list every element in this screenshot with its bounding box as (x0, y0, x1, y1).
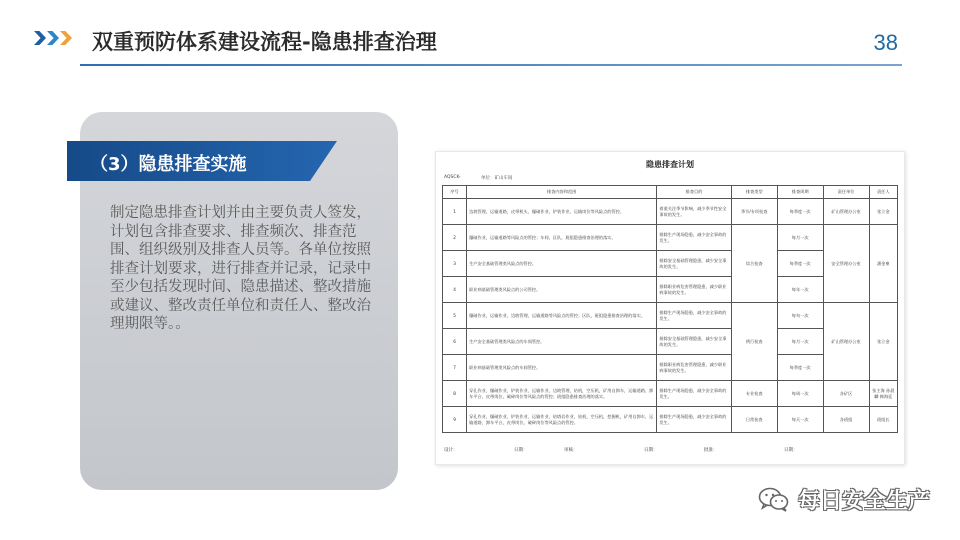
table-row (443, 381, 898, 407)
cell-content: 爆破作业，运输道路等风险点的管控；车间，区队，班组隐患排查治理的落实。 (467, 225, 657, 251)
title-main: 双重预防体系建设流程 (92, 30, 302, 54)
column-header: 序号 (443, 186, 467, 199)
cell-unit: 各矿区 (823, 381, 869, 407)
cell-person: 张立金 (869, 199, 897, 225)
cell-content: 生产安全基础管理类风险点的车间管控。 (467, 329, 657, 355)
column-header: 排查目的 (657, 186, 731, 199)
column-header: 排查类型 (731, 186, 777, 199)
cell-purpose: 排除职业病危害管理隐患，减少职业病事故的发生。 (657, 355, 731, 381)
cell-person: 潘金柬 (869, 225, 897, 303)
cell-type: 日常检查 (731, 407, 777, 433)
document-unit: 单位：矿山车间 (481, 176, 513, 181)
wechat-icon (758, 487, 790, 513)
cell-type: 专业检查 (731, 381, 777, 407)
cell-no: 3 (443, 251, 467, 277)
page-number: 38 (873, 30, 898, 55)
title-sub: 隐患排查治理 (310, 30, 437, 54)
cell-no: 9 (443, 407, 467, 433)
cell-content: 职业病基础管理类风险点的公司管控。 (467, 277, 657, 303)
document-code: AQSCK- (444, 175, 461, 180)
document-footer (444, 447, 900, 453)
cell-cycle: 每年一次 (777, 277, 823, 303)
cell-type: 季节/专项检查 (731, 199, 777, 225)
cell-purpose: 排除职业病危害管理隐患，减少职业病事故的发生。 (657, 277, 731, 303)
column-header: 排查周期 (777, 186, 823, 199)
cell-unit: 各班组 (823, 407, 869, 433)
footer-date-label: 日期： (514, 448, 528, 453)
cell-purpose: 排除生产现场隐患，减少安全事故的发生。 (657, 303, 731, 329)
chevron-arrows-icon (34, 31, 73, 45)
footer-review-label: 审核： (564, 448, 578, 453)
cell-no: 8 (443, 381, 467, 407)
cell-unit: 矿山管理办公室 (823, 303, 869, 381)
document-image (435, 151, 905, 465)
cell-purpose: 着重关注季节影响，减少季节性安全事故的发生。 (657, 199, 731, 225)
cell-purpose: 排除安全基础管理隐患，减少安全事故的发生。 (657, 251, 731, 277)
cell-cycle: 每季度一次 (777, 199, 823, 225)
cell-no: 6 (443, 329, 467, 355)
title-separator: - (302, 30, 311, 54)
footer-approve-label: 批准： (704, 448, 718, 453)
cell-purpose: 排除安全基础管理隐患，减少安全事故的发生。 (657, 329, 731, 355)
section-body: 制定隐患排查计划并由主要负责人签发，计划包含排查要求、排查频次、排查范围、组织级别及排查人员等。各单位按照排查计划要求，进行排查并记录，记录中至少包括发现时间、隐患描述、整改措施或建议、整改责任单位和责任人、整改治理期限等。。 (110, 205, 371, 332)
cell-content: 穿孔作业，爆破作业，铲装作业，运输作业，边坡管理，钻机，空压机，矿用自卸车，运输道路，卸车平台，皮带岗位，破碎岗位等风险点的管控；班组隐患排查治理的落实。 (467, 381, 657, 407)
table-row (443, 225, 898, 251)
column-header: 责任人 (869, 186, 897, 199)
cell-cycle: 每季度一次 (777, 355, 823, 381)
watermark (758, 484, 930, 515)
cell-person: 张立金 (869, 303, 897, 381)
slide-title (92, 26, 437, 56)
column-header: 排查内容和范围 (467, 186, 657, 199)
cell-cycle: 每周一次 (777, 381, 823, 407)
table-row (443, 199, 898, 225)
header-divider (80, 64, 902, 66)
cell-no: 7 (443, 355, 467, 381)
slide-header (0, 0, 960, 70)
cell-cycle: 每季度一次 (777, 251, 823, 277)
cell-cycle: 每旬一次 (777, 303, 823, 329)
footer-date-label: 日期： (644, 448, 658, 453)
footer-design-label: 设计： (444, 448, 458, 453)
cell-content: 穿孔作业，爆破作业，铲装作业，运输作业，钻塔岩作业，钻机，空压机，挖掘机，矿用自卸车，运输道路，卸车平台，皮带岗位，破碎岗位等风险点的管控。 (467, 407, 657, 433)
cell-content: 边坡管理，运输道路，皮带机头，爆破作业，铲装作业，运输岗位等风险点的管控。 (467, 199, 657, 225)
cell-cycle: 每月一次 (777, 329, 823, 355)
section-heading: （3）隐患排查实施 (90, 154, 247, 175)
cell-type: 综合检查 (731, 225, 777, 303)
column-header: 责任单位 (823, 186, 869, 199)
inspection-plan-table (442, 185, 898, 433)
cell-cycle: 每天一次 (777, 407, 823, 433)
cell-no: 1 (443, 199, 467, 225)
cell-purpose: 排除生产现场隐患，减少安全事故的发生。 (657, 407, 731, 433)
cell-purpose: 排除生产现场隐患，减少安全事故的发生。 (657, 381, 731, 407)
cell-content: 爆破作业，运输作业，边坡管理，运输道路等风险点的管控；区队，班组隐患排查治理的落实。 (467, 303, 657, 329)
cell-person: 班组长 (869, 407, 897, 433)
table-header-row (443, 186, 898, 199)
cell-content: 职业病基础管理类风险点的车间管控。 (467, 355, 657, 381)
cell-content: 生产安全基础管理类风险点的管控。 (467, 251, 657, 277)
footer-date-label: 日期： (784, 448, 798, 453)
cell-cycle: 每月一次 (777, 225, 823, 251)
cell-no: 4 (443, 277, 467, 303)
table-row (443, 407, 898, 433)
cell-person: 张主海 孙晨麟 韩海廷 (869, 381, 897, 407)
cell-purpose: 排除生产现场隐患，减少安全事故的发生。 (657, 225, 731, 251)
cell-type: 例行检查 (731, 303, 777, 381)
cell-no: 5 (443, 303, 467, 329)
cell-no: 2 (443, 225, 467, 251)
table-row (443, 303, 898, 329)
document-title: 隐患排查计划 (646, 160, 694, 169)
cell-unit: 矿山管理办公室 (823, 199, 869, 225)
watermark-text: 每日安全生产 (797, 489, 930, 514)
cell-unit: 安全管理办公室 (823, 225, 869, 303)
